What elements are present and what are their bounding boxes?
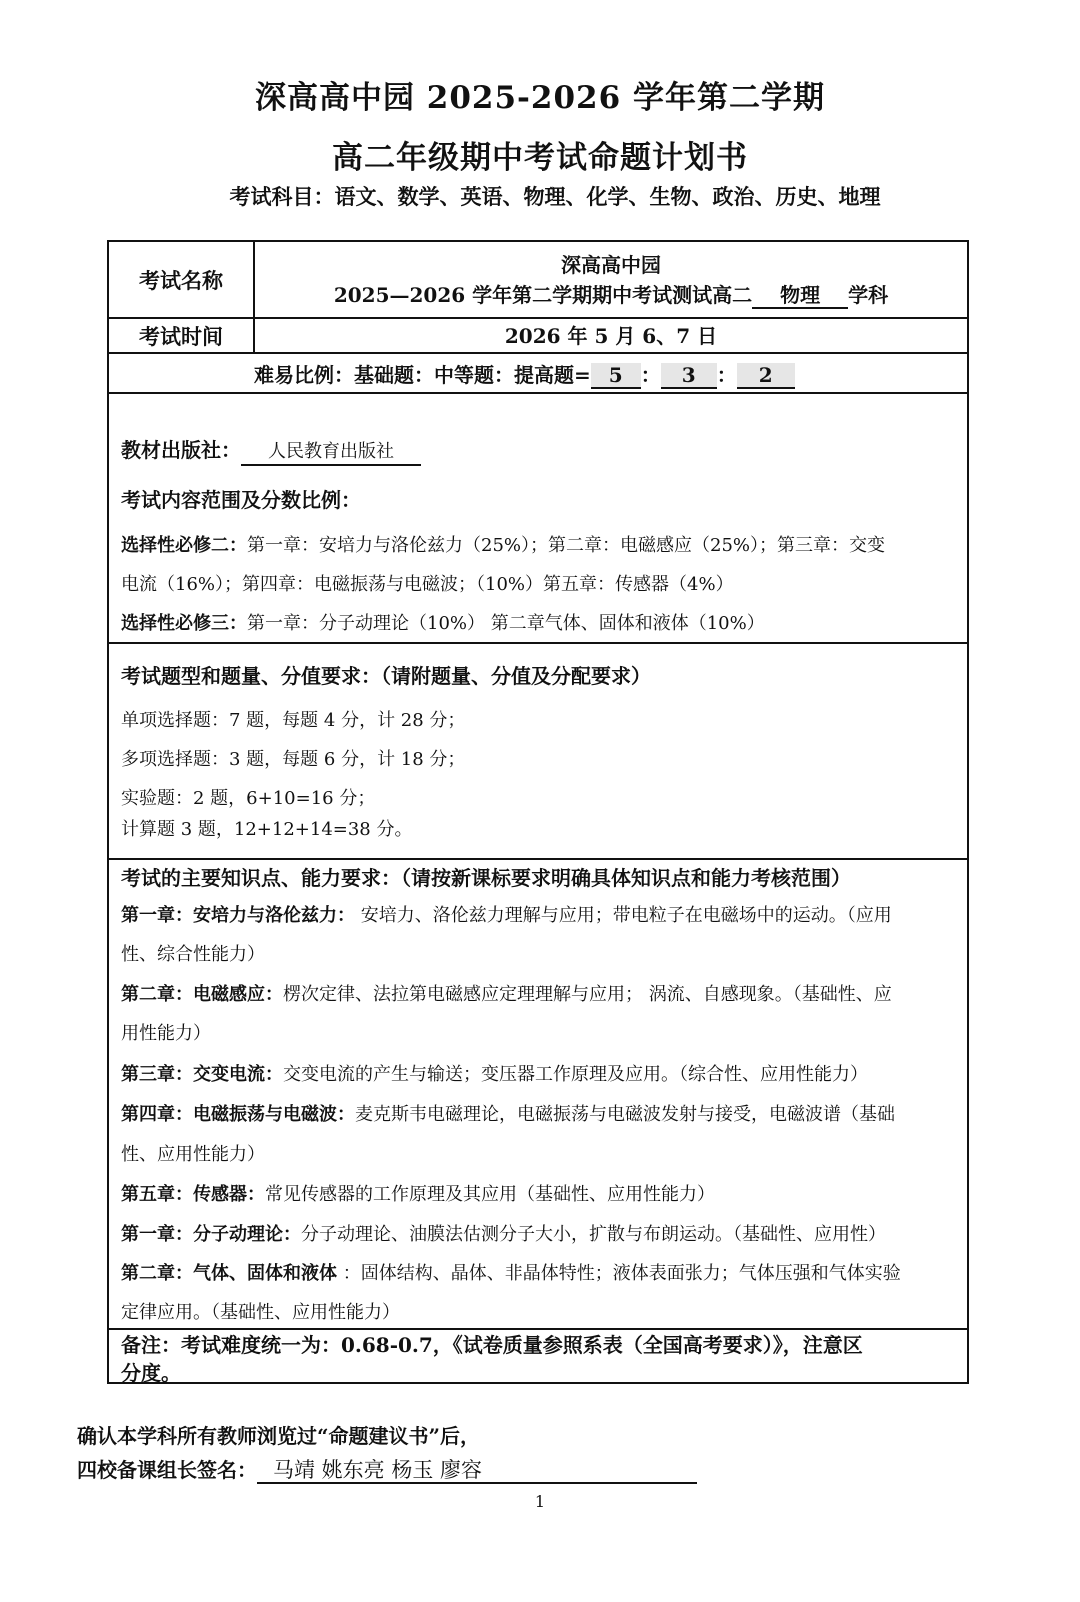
ch4-text: 麦克斯韦电磁理论，电磁振荡与电磁波发射与接受，电磁波谱（基础 — [355, 1104, 895, 1125]
remark-row — [109, 1330, 967, 1385]
difficulty-ratio — [254, 359, 795, 389]
ch1-label: 第一章：安培力与洛伦兹力： — [121, 905, 355, 926]
exam-time-label: 考试时间 — [109, 319, 255, 352]
remark-section — [121, 1330, 957, 1385]
ch3-text: 交变电流的产生与输送；变压器工作原理及应用。（综合性、应用性能力） — [283, 1064, 868, 1085]
knowledge-ch2 — [121, 980, 957, 1006]
knowledge-ch4-cont: 性、应用性能力） — [121, 1144, 265, 1165]
ch1-text: 安培力、洛伦兹力理解与应用；带电粒子在电磁场中的运动。（应用 — [355, 905, 892, 926]
question-type-item: 计算题 3 题，12+12+14=38 分。 — [121, 819, 413, 840]
ch6-label: 第一章：分子动理论： — [121, 1224, 301, 1245]
book2-line2: 电流（16%）；第四章：电磁振荡与电磁波；（10%）第五章：传感器（4%） — [121, 574, 734, 595]
question-type-item: 单项选择题：7 题，每题 4 分，计 28 分； — [121, 710, 466, 731]
question-types-row — [109, 644, 967, 860]
signatures: 马靖 姚东亮 杨玉 廖容 — [257, 1458, 697, 1484]
ratio-separator-2: ： — [716, 363, 737, 387]
exam-name-prefix: 2025—2026 学年第二学期期中考试测试高二 — [333, 282, 753, 307]
knowledge-heading: 考试的主要知识点、能力要求：（请按新课标要求明确具体知识点和能力考核范围） — [121, 866, 851, 890]
ch4-label: 第四章：电磁振荡与电磁波： — [121, 1104, 355, 1125]
ratio-separator-1: ： — [640, 363, 661, 387]
ch7-text: ：固体结构、晶体、非晶体特性；液体表面张力；气体压强和气体实验 — [337, 1263, 901, 1284]
knowledge-ch1 — [121, 901, 957, 927]
exam-name-row — [109, 242, 967, 319]
document-subtitle: 高二年级期中考试命题计划书 — [332, 140, 748, 176]
question-type-item: 实验题：2 题，6+10=16 分； — [121, 788, 376, 809]
confirmation-text: 确认本学科所有教师浏览过“命题建议书”后， — [77, 1424, 481, 1448]
ch2-label: 第二章：电磁感应： — [121, 984, 283, 1005]
textbook-line — [121, 434, 957, 466]
plan-table — [107, 240, 969, 1384]
knowledge-ch7-cont: 定律应用。（基础性、应用性能力） — [121, 1302, 400, 1323]
exam-name-value — [255, 242, 967, 317]
question-types-section — [121, 644, 957, 860]
document-title: 深高高中园 2025-2026 学年第二学期 — [254, 80, 825, 116]
signature-line — [77, 1454, 697, 1484]
knowledge-ch5 — [121, 1180, 957, 1206]
book3-line — [121, 609, 957, 635]
ch2-text: 楞次定律、法拉第电磁感应定理理解与应用； 涡流、自感现象。（基础性、应 — [283, 984, 892, 1005]
exam-time-value: 2026 年 5 月 6、7 日 — [504, 323, 718, 348]
exam-name-label: 考试名称 — [109, 242, 255, 317]
ch5-text: 常见传感器的工作原理及其应用（基础性、应用性能力） — [265, 1184, 715, 1205]
exam-subject-value: 物理 — [752, 283, 848, 309]
remark-line1: 备注：考试难度统一为：0.68-0.7，《试卷质量参照系表（全国高考要求）》，注意区 — [121, 1333, 863, 1357]
knowledge-section — [121, 860, 957, 1330]
exam-name-line2 — [334, 280, 888, 310]
knowledge-ch6 — [121, 1220, 957, 1246]
signature-label: 四校备课组长签名： — [77, 1458, 257, 1482]
difficulty-row — [109, 354, 967, 394]
book2-label: 选择性必修二： — [121, 535, 247, 556]
knowledge-ch2-cont: 用性能力） — [121, 1023, 211, 1044]
exam-name-suffix: 学科 — [848, 282, 889, 307]
exam-name-line1: 深高高中园 — [561, 252, 661, 277]
difficulty-medium: 3 — [661, 363, 717, 389]
remark-line2: 分度。 — [121, 1361, 181, 1385]
ch3-label: 第三章：交变电流： — [121, 1064, 283, 1085]
book3-text: 第一章：分子动理论（10%） 第二章气体、固体和液体（10%） — [247, 613, 765, 634]
ch7-label: 第二章：气体、固体和液体 — [121, 1263, 337, 1284]
book3-label: 选择性必修三： — [121, 613, 247, 634]
question-type-item: 多项选择题：3 题，每题 6 分，计 18 分； — [121, 749, 466, 770]
ch5-label: 第五章：传感器： — [121, 1184, 265, 1205]
book2-line1 — [121, 531, 957, 557]
question-types-heading: 考试题型和题量、分值要求：（请附题量、分值及分配要求） — [121, 664, 651, 688]
knowledge-ch1-cont: 性、综合性能力） — [121, 944, 265, 965]
ch6-text: 分子动理论、油膜法估测分子大小，扩散与布朗运动。（基础性、应用性） — [301, 1224, 886, 1245]
difficulty-label: 难易比例：基础题：中等题：提高题= — [254, 363, 591, 387]
page-number: 1 — [534, 1492, 546, 1511]
content-scope-heading: 考试内容范围及分数比例： — [121, 488, 361, 512]
exam-subjects: 考试科目：语文、数学、英语、物理、化学、生物、政治、历史、地理 — [229, 184, 881, 209]
content-scope-section — [121, 394, 957, 644]
knowledge-ch3 — [121, 1060, 957, 1086]
knowledge-ch4 — [121, 1100, 957, 1126]
knowledge-row — [109, 860, 967, 1330]
book2-text1: 第一章：安培力与洛伦兹力（25%）；第二章：电磁感应（25%）；第三章：交变 — [247, 535, 886, 556]
exam-time-row — [109, 319, 967, 354]
textbook-label: 教材出版社： — [121, 438, 241, 462]
knowledge-ch7 — [121, 1259, 957, 1285]
textbook-value: 人民教育出版社 — [241, 440, 421, 466]
content-scope-row — [109, 394, 967, 644]
difficulty-advanced: 2 — [737, 363, 795, 389]
difficulty-basic: 5 — [591, 363, 641, 389]
